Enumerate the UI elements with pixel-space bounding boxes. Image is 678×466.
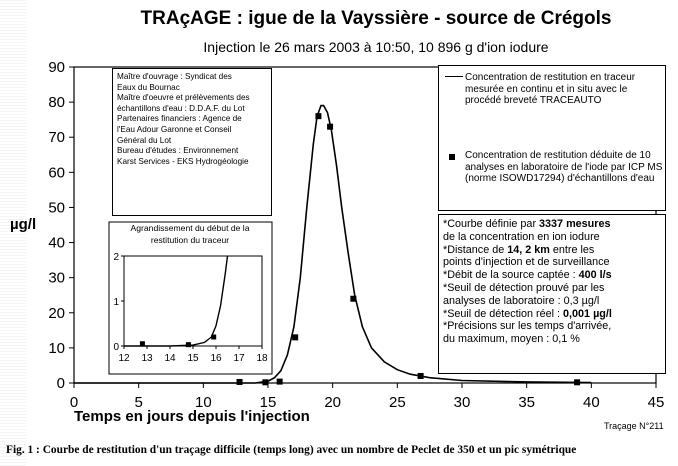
inset-x-tick-label: 13 — [141, 353, 153, 364]
inset-title-2: restitution du traceur — [150, 235, 230, 245]
inset-title-1: Agrandissement du début de la — [130, 223, 250, 233]
notes-box — [438, 214, 666, 374]
y-axis-label: µg/l — [10, 216, 37, 233]
x-tick-label: 15 — [259, 394, 277, 411]
info-box — [112, 68, 272, 216]
inset-data-point — [186, 342, 191, 347]
data-point-lab — [277, 379, 283, 385]
x-axis — [70, 383, 665, 411]
x-tick-label: 40 — [582, 394, 600, 411]
y-tick-label: 80 — [48, 94, 65, 112]
info-line: Karst Services - EKS Hydrogéologie — [117, 156, 249, 166]
info-line: Maître d'oeuvre et prélèvements des — [117, 93, 250, 103]
info-line: Bureau d'études : Environnement — [117, 146, 239, 156]
legend-line-label: Concentration de restitution en traceur mesurée en continu et in situ avec le procédé breveté TRACEAUTO — [465, 72, 636, 106]
data-point-lab — [315, 113, 321, 119]
inset-x-tick-label: 14 — [164, 353, 176, 364]
y-tick-label: 40 — [48, 234, 65, 252]
legend — [438, 65, 666, 211]
note-line: *Débit de la source captée : 400 l/s — [443, 269, 612, 282]
tracage-number: Traçage N°211 — [604, 421, 664, 431]
y-tick-label: 70 — [48, 129, 65, 147]
inset-y-tick-label: 2 — [113, 252, 119, 263]
data-point-lab — [574, 379, 580, 385]
inset-x-tick-label: 17 — [233, 353, 245, 364]
chart-title: TRAçAGE : igue de la Vayssière - source de Crégols — [140, 8, 612, 29]
x-tick-label: 25 — [388, 394, 406, 411]
figure-caption: Fig. 1 : Courbe de restitution d'un traçage difficile (temps long) avec un nombre de Peclet de 350 et un pic symétrique — [6, 444, 577, 456]
x-axis-label: Temps en jours depuis l'injection — [74, 408, 310, 425]
inset-chart — [109, 222, 272, 374]
y-tick-label: 50 — [48, 199, 65, 217]
data-point-lab — [262, 379, 268, 385]
y-tick-label: 0 — [56, 375, 65, 392]
note-line: *Précisions sur les temps d'arrivée, — [443, 320, 612, 333]
y-tick-label: 10 — [48, 339, 65, 357]
note-line: analyses de laboratoire : 0,3 µg/l — [443, 294, 600, 307]
inset-data-point — [211, 335, 216, 340]
note-line: du maximum, moyen : 0,1 % — [443, 333, 580, 346]
y-axis — [48, 59, 74, 392]
legend-point-label: Concentration de restitution déduite de 10 analyses en laboratoire de l'iode par ICP MS (norme ISOWD17294) d'échantillons d'eau — [465, 150, 663, 184]
legend-line-swatch — [445, 76, 463, 77]
data-point-lab — [418, 373, 424, 379]
y-tick-label: 60 — [48, 164, 65, 182]
data-point-lab — [327, 124, 333, 130]
x-tick-label: 30 — [453, 394, 471, 411]
x-tick-label: 20 — [324, 394, 342, 411]
y-tick-label: 30 — [48, 269, 65, 287]
note-line: *Distance de 14, 2 km entre les — [443, 243, 595, 256]
inset-x-tick-label: 18 — [256, 353, 268, 364]
y-tick-label: 90 — [48, 59, 65, 76]
data-point-lab — [237, 379, 243, 385]
x-tick-label: 5 — [134, 394, 143, 411]
data-point-lab — [292, 334, 298, 340]
inset-x-tick-label: 15 — [187, 353, 199, 364]
y-tick-label: 20 — [48, 304, 65, 322]
x-tick-label: 10 — [194, 394, 212, 411]
note-line: *Seuil de détection prouvé par les — [443, 281, 605, 294]
note-line: de la concentration en ion iodure — [443, 230, 600, 243]
data-point-lab — [350, 296, 356, 302]
inset-x-tick-label: 12 — [118, 353, 130, 364]
inset-y-tick-label: 1 — [113, 297, 119, 308]
info-line: Maître d'ouvrage : Syndicat des — [117, 72, 232, 81]
inset-y-tick-label: 0 — [113, 342, 119, 353]
info-line: Partenaires financiers : Agence de — [117, 114, 242, 124]
note-line: *Seuil de détection réel : 0,001 µg/l — [443, 307, 612, 320]
note-line: points d'injection et de surveillance — [443, 256, 610, 269]
info-line: échantillons d'eau : D.D.A.F. du Lot — [117, 103, 245, 113]
x-tick-label: 45 — [647, 394, 665, 411]
x-tick-label: 35 — [518, 394, 536, 411]
info-line: Général du Lot — [117, 135, 172, 145]
info-line: l'Eau Adour Garonne et Conseil — [117, 124, 232, 134]
inset-data-point — [140, 341, 145, 346]
info-line: Eaux du Bournac — [117, 82, 180, 92]
inset-x-tick-label: 16 — [210, 353, 222, 364]
note-line: *Courbe définie par 3337 mesures — [443, 218, 611, 230]
legend-point-swatch — [449, 154, 455, 160]
chart-subtitle: Injection le 26 mars 2003 à 10:50, 10 896 g d'ion iodure — [203, 39, 549, 55]
x-tick-label: 0 — [69, 394, 79, 411]
